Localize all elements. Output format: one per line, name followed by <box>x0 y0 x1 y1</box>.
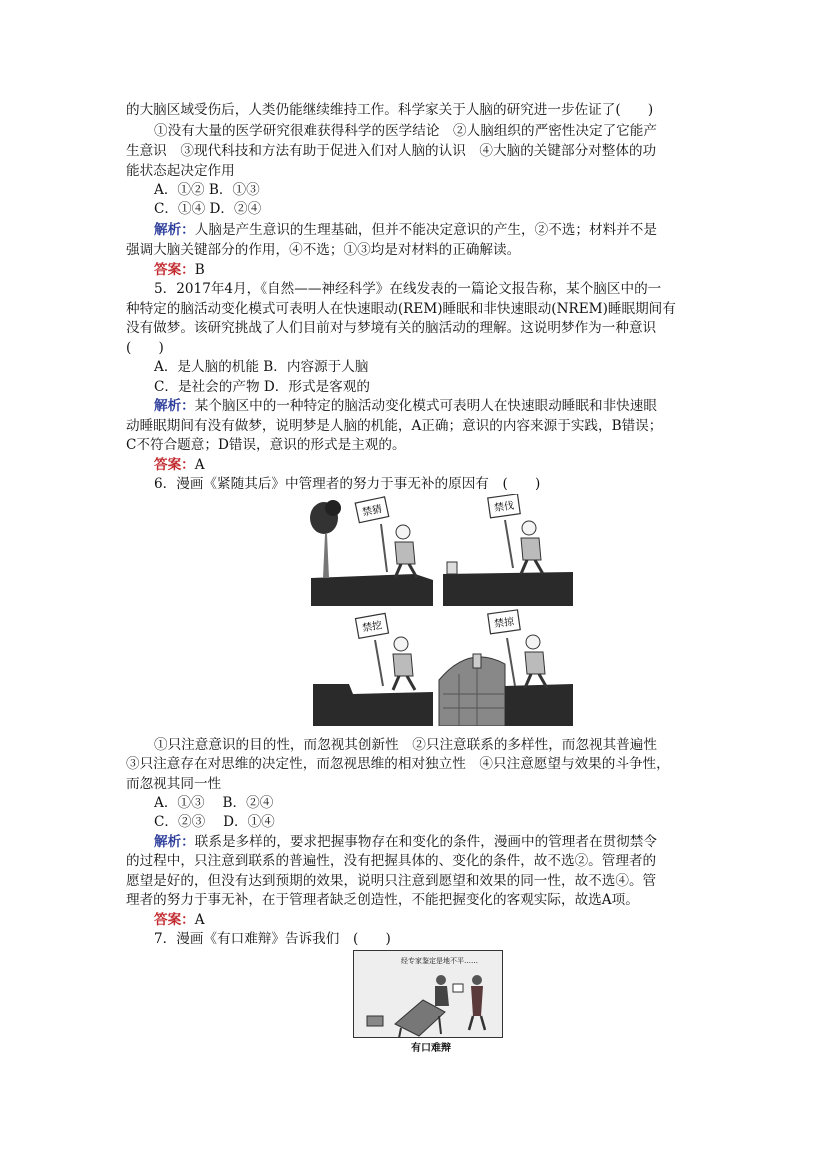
answer-label: 答案： <box>154 262 195 278</box>
answer-label: 答案： <box>154 912 195 928</box>
q6-choice-ab: A．①③ B．②④ <box>154 795 274 811</box>
q5-answer-value: A <box>194 457 205 473</box>
q6-options-line-1: ①只注意意识的目的性，而忽视其创新性 ②只注意联系的多样性，而忽视其普遍性 <box>154 737 657 753</box>
answer-label: 答案： <box>154 457 195 473</box>
q4-answer-value: B <box>194 262 205 278</box>
q6-analysis-line-1 <box>154 833 657 851</box>
q5-answer <box>154 456 205 474</box>
cartoon-follow-closely <box>309 494 573 726</box>
sign-2: 禁伐 <box>493 500 515 515</box>
q5-stem-line-2: 种特定的脑活动变化模式可表明人在快速眼动(REM)睡眠和非快速眼动(NREM)睡眠期间有 <box>126 301 676 317</box>
cartoon-panel-1 <box>310 497 433 606</box>
q4-analysis-line-2: 强调大脑关键部分的作用，④不选；①③均是对材料的正确解读。 <box>126 242 521 258</box>
q5-analysis-line-1 <box>154 397 657 415</box>
q6-analysis-text-1: 联系是多样的，要求把握事物存在和变化的条件，漫画中的管理者在贯彻禁令 <box>194 834 657 850</box>
cartoon-hard-to-explain <box>353 950 503 1038</box>
cartoon-caption: 有口难辩 <box>411 1043 451 1054</box>
q5-stem-line-3: 没有做梦。该研究挑战了人们目前对与梦境有关的脑活动的理解。这说明梦作为一种意识 <box>126 320 657 336</box>
q7-stem: 7．漫画《有口难辩》告诉我们 ( ) <box>154 931 391 947</box>
analysis-label: 解析： <box>154 398 195 414</box>
q6-answer-value: A <box>194 912 205 928</box>
q5-choice-cd: C．是社会的产物 D．形式是客观的 <box>154 379 370 395</box>
analysis-label: 解析： <box>154 222 195 238</box>
q4-options-line-1: ①没有大量的医学研究很难获得科学的医学结论 ②人脑组织的严密性决定了它能产 <box>154 123 657 139</box>
q4-choice-ab: A．①② B．①③ <box>154 182 260 198</box>
q4-options-line-2: 生意识 ③现代科技和方法有助于促进入们对人脑的认识 ④大脑的关键部分对整体的功 <box>126 143 657 159</box>
speech-bubble: 经专家鉴定是地不平…… <box>401 957 478 965</box>
sign-3: 禁挖 <box>361 620 384 635</box>
q4-analysis-text-1: 人脑是产生意识的生理基础，但并不能决定意识的产生，②不选；材料并不是 <box>194 222 657 238</box>
q4-choice-cd: C．①④ D．②④ <box>154 201 262 217</box>
cartoon-panel-3 <box>313 613 433 726</box>
q5-stem-line-1: 5．2017年4月，《自然——神经科学》在线发表的一篇论文报告称，某个脑区中的一 <box>154 281 662 297</box>
cartoon-panel-2 <box>443 494 573 606</box>
q4-analysis-line-1 <box>154 221 657 239</box>
q6-stem: 6．漫画《紧随其后》中管理者的努力于事无补的原因有 ( ) <box>154 476 541 492</box>
sign-1: 禁猜 <box>361 503 384 519</box>
q4-options-line-3: 能状态起决定作用 <box>126 163 235 179</box>
sign-4: 禁掠 <box>493 616 515 631</box>
q6-options-line-3: 而忽视其同一性 <box>126 776 222 792</box>
q6-options-line-2: ③只注意存在对思维的决定性，而忽视思维的相对独立性 ④只注意愿望与效果的斗争性， <box>126 756 670 772</box>
analysis-label: 解析： <box>154 834 195 850</box>
q6-analysis-line-3: 愿望是好的，但没有达到预期的效果，说明只注意到愿望和效果的同一性，故不选④。管 <box>126 873 657 889</box>
q5-analysis-line-2: 动睡眠期间有没有做梦，说明梦是人脑的机能，A正确；意识的内容来源于实践，B错误； <box>126 418 663 434</box>
q5-stem-line-4: ( ) <box>126 340 164 356</box>
cartoon-panel-4 <box>439 610 573 726</box>
q6-analysis-line-4: 理者的努力于事无补，在于管理者缺乏创造性，不能把握变化的客观实际，故选A项。 <box>126 892 639 908</box>
q5-analysis-text-1: 某个脑区中的一种特定的脑活动变化模式可表明人在快速眼动睡眠和非快速眼 <box>194 398 657 414</box>
q4-stem-end: 的大脑区域受伤后，人类仍能继续维持工作。科学家关于人脑的研究进一步佐证了( ) <box>126 102 654 118</box>
q6-choice-cd: C．②③ D．①④ <box>154 814 275 830</box>
q4-answer <box>154 261 205 279</box>
q5-choice-ab: A．是人脑的机能 B．内容源于人脑 <box>154 359 369 375</box>
q5-analysis-line-3: C不符合题意；D错误，意识的形式是主观的。 <box>126 437 406 453</box>
q6-analysis-line-2: 的过程中，只注意到联系的普遍性，没有把握具体的、变化的条件，故不选②。管理者的 <box>126 853 657 869</box>
q6-answer <box>154 911 205 929</box>
